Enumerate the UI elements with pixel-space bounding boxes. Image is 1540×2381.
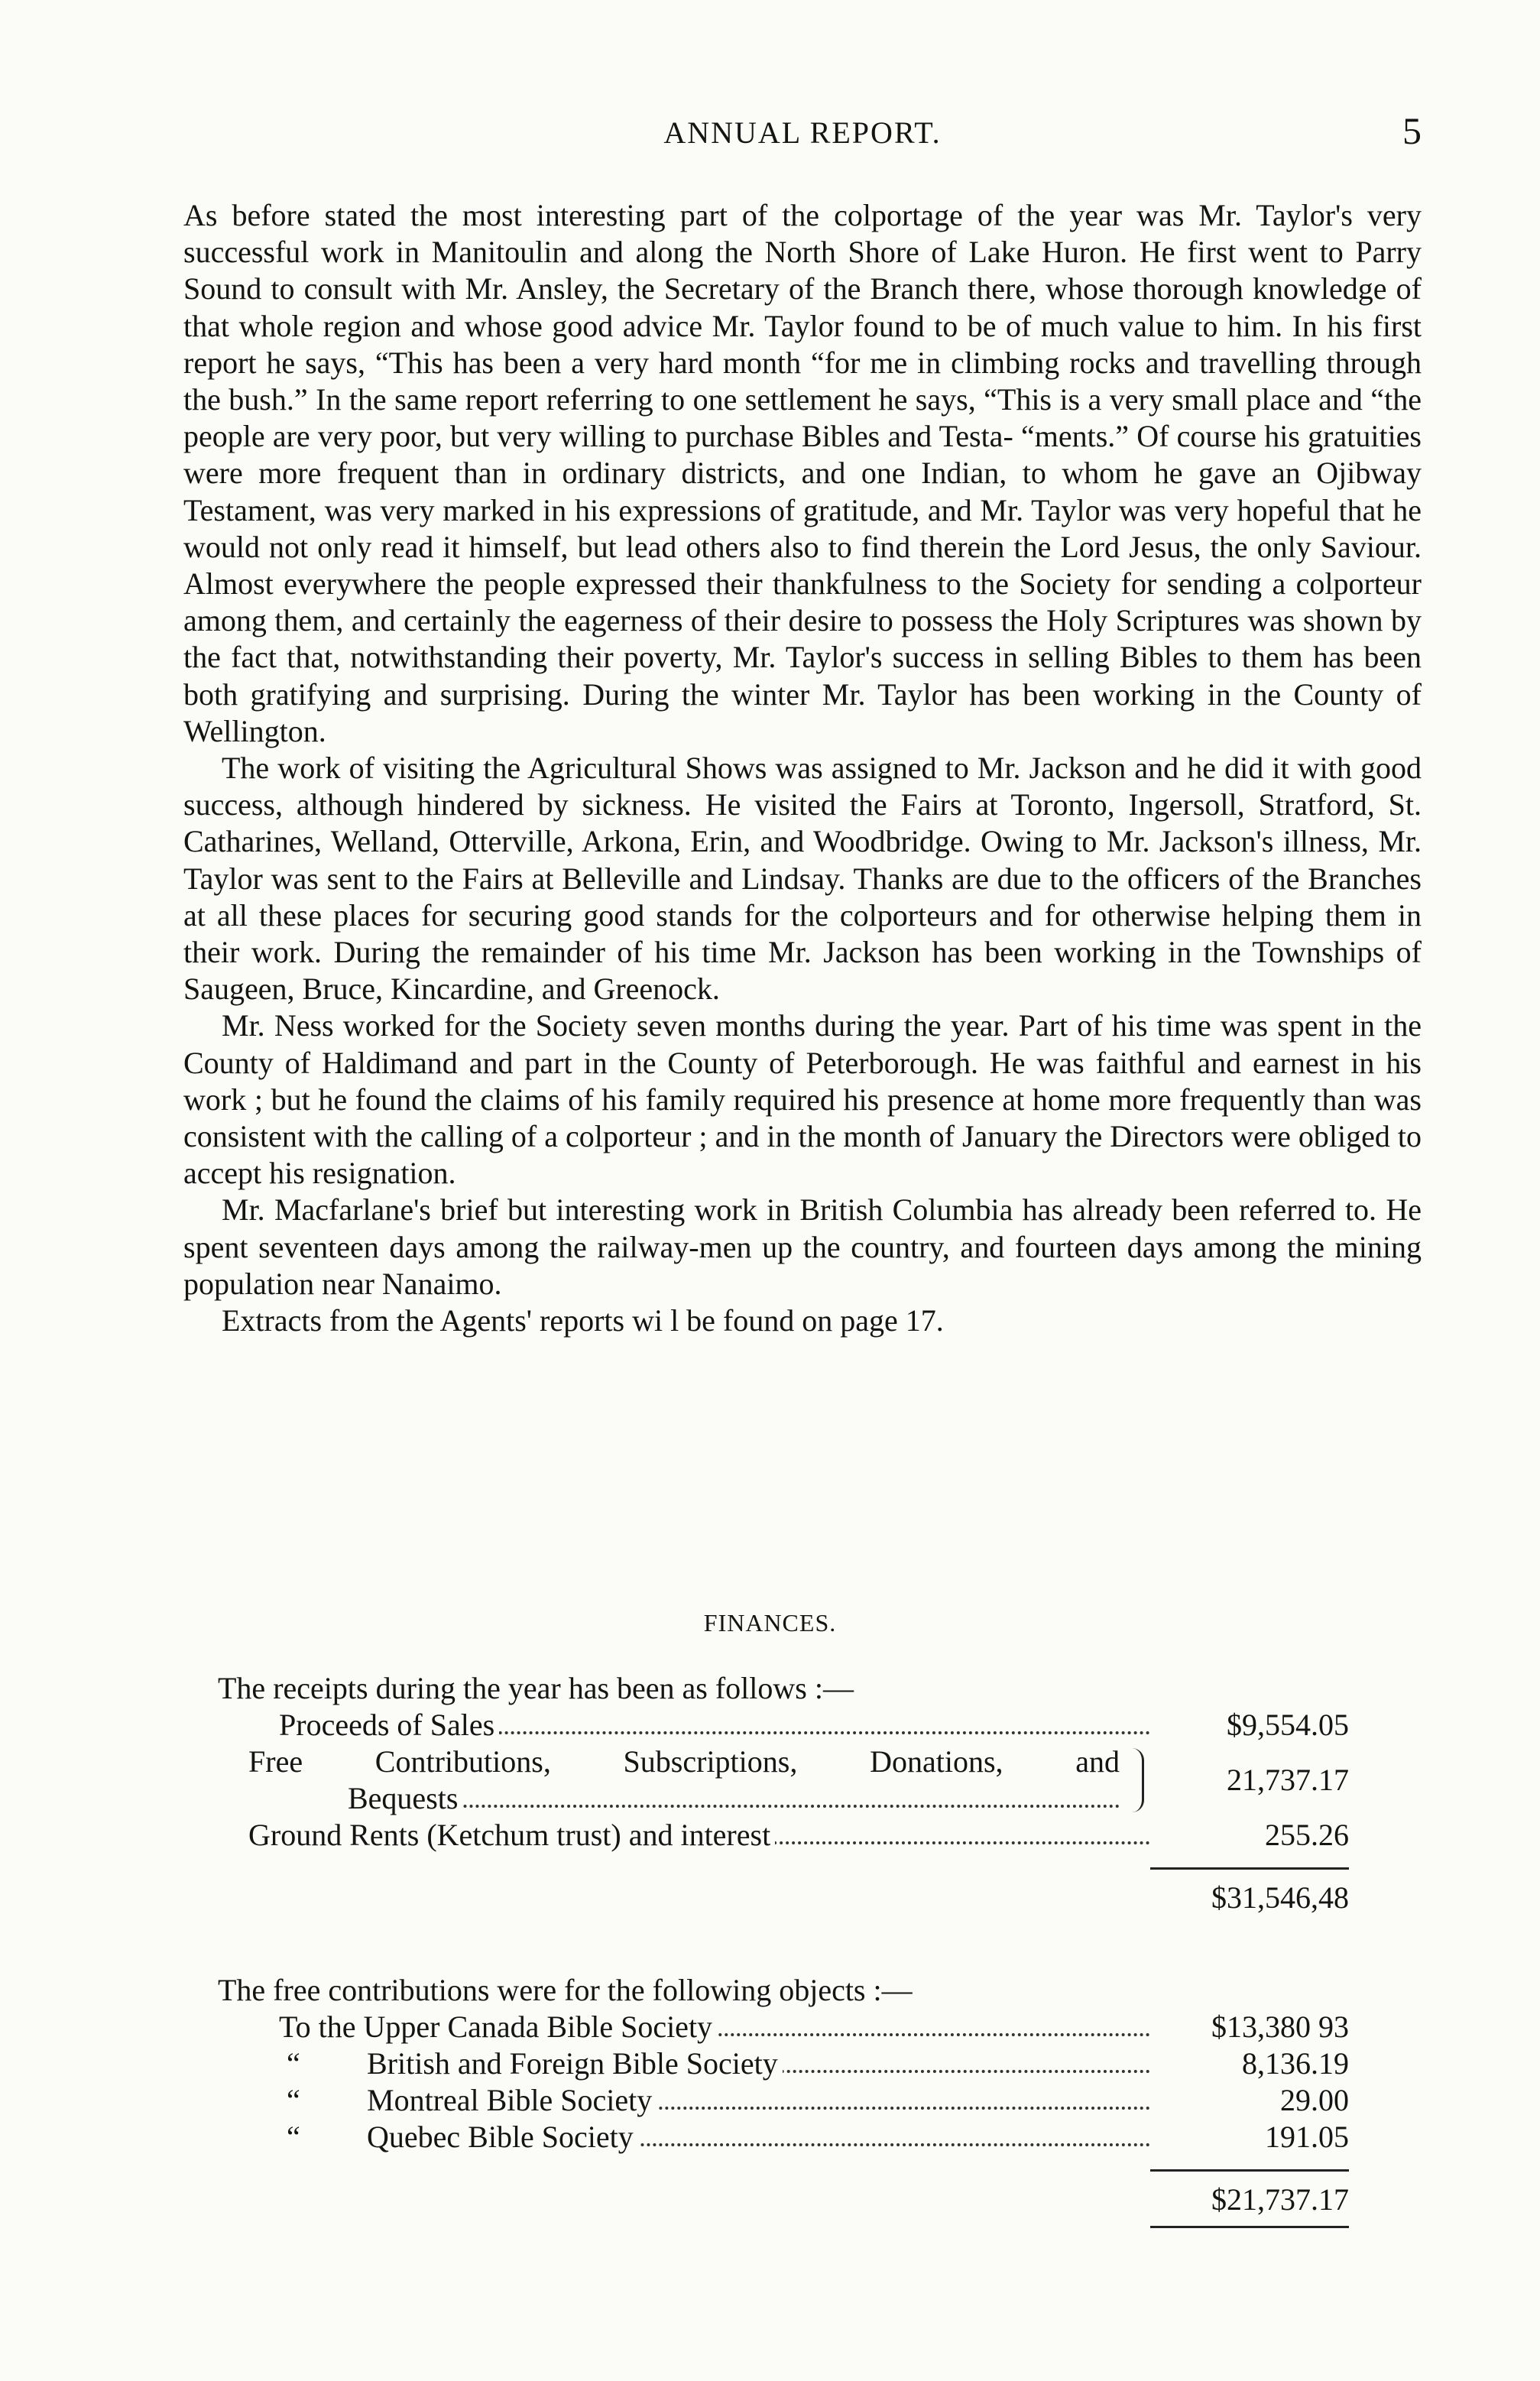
contribution-row bbox=[218, 2082, 1349, 2119]
contribution-label: Quebec Bible Society bbox=[367, 2120, 638, 2154]
ditto-mark: “ bbox=[287, 2120, 300, 2154]
receipts-total-rule bbox=[1150, 1867, 1349, 1870]
contributions-bottom-rule bbox=[1150, 2226, 1349, 2228]
contribution-label: British and Foreign Bible Society bbox=[367, 2046, 783, 2081]
page-title: ANNUAL REPORT. bbox=[663, 115, 942, 150]
contributions-total-rule bbox=[1150, 2169, 1349, 2172]
receipt-amount: 255.26 bbox=[1265, 1818, 1349, 1852]
receipt-amount: 21,737.17 bbox=[1227, 1763, 1349, 1797]
page-number: 5 bbox=[1402, 109, 1422, 152]
receipt-row-sales bbox=[218, 1707, 1349, 1744]
receipt-label-line2: Bequests bbox=[348, 1781, 462, 1815]
receipt-label-line1: Free Contributions, Subscriptions, Donations, and bbox=[248, 1744, 1120, 1779]
body-text bbox=[183, 197, 1422, 1339]
receipt-label: Proceeds of Sales bbox=[279, 1708, 499, 1742]
contributions-total: $21,737.17 bbox=[1211, 2182, 1349, 2217]
receipts-total: $31,546,48 bbox=[1211, 1880, 1349, 1915]
paragraph-mr-macfarlane: Mr. Macfarlane's brief but interesting work in British Columbia has already been referred to. He spent seventeen days among the railway-men up the country, and fourteen days among the mining population near Nanaimo. bbox=[183, 1192, 1422, 1301]
paragraph-colportage: As before stated the most interesting part of the colportage of the year was Mr. Taylor's very successful work in Manitoulin and along the North Shore of Lake Huron. He first went to Parry Sound to consult with Mr. Ansley, the Secretary of the Branch there, whose thorough knowledge of that whole region and whose good advice Mr. Taylor found to be of much value to him. In his first report he says, “This has been a very hard month “for me in climbing rocks and travelling through the bush.” In the same report referring to one settlement he says, “This is a very small place and “the people are very poor, but very willing to purchase Bibles and Testa- “ments.” Of course his gratuities were more frequent than in ordinary districts, and one Indian, to whom he gave an Ojibway Testament, was very marked in his expressions of gratitude, and Mr. Taylor was very hopeful that he would not only read it himself, but lead others also to find therein the Lord Jesus, the only Saviour. Almost everywhere the people expressed their thankfulness to the Society for sending a colporteur among them, and certainly the eagerness of their desire to possess the Holy Scriptures was shown by the fact that, notwithstanding their poverty, Mr. Taylor's success in selling Bibles to them has been both gratifying and surprising. During the winter Mr. Taylor has been working in the County of Wellington. bbox=[183, 198, 1422, 748]
running-head bbox=[183, 109, 1422, 161]
ditto-mark: “ bbox=[287, 2046, 300, 2081]
contribution-label: Montreal Bible Society bbox=[367, 2083, 657, 2117]
contribution-amount: 8,136.19 bbox=[1242, 2046, 1349, 2081]
finances-heading bbox=[0, 1609, 1540, 1637]
contributions-intro: The free contributions were for the following objects :— bbox=[218, 1973, 913, 2007]
paragraph-agricultural-shows: The work of visiting the Agricultural Shows was assigned to Mr. Jackson and he did it with good success, although hindered by sickness. He visited the Fairs at Toronto, Ingersoll, Stratford, St. Catharines, Welland, Otterville, Arkona, Erin, and Woodbridge. Owing to Mr. Jackson's illness, Mr. Taylor was sent to the Fairs at Belleville and Lindsay. Thanks are due to the officers of the Branches at all these places for securing good stands for the colporteurs and for otherwise helping them in their work. During the remainder of his time Mr. Jackson has been working in the Townships of Saugeen, Bruce, Kincardine, and Greenock. bbox=[183, 751, 1422, 1007]
receipt-label: Ground Rents (Ketchum trust) and interest bbox=[248, 1818, 775, 1852]
contribution-amount: $13,380 93 bbox=[1211, 2010, 1349, 2044]
receipts-ledger bbox=[218, 1670, 1349, 1921]
brace-mark bbox=[1127, 1748, 1144, 1812]
receipt-row-contributions bbox=[218, 1744, 1349, 1817]
contributions-ledger bbox=[218, 1972, 1349, 2230]
paragraph-extracts: Extracts from the Agents' reports wi l be found on page 17. bbox=[222, 1303, 944, 1338]
finances-heading-text: FINANCES. bbox=[703, 1609, 837, 1637]
contribution-row bbox=[218, 2119, 1349, 2156]
contributions-total-row bbox=[218, 2177, 1349, 2223]
contribution-amount: 191.05 bbox=[1265, 2120, 1349, 2154]
contribution-amount: 29.00 bbox=[1280, 2083, 1349, 2117]
receipts-total-row bbox=[218, 1875, 1349, 1921]
contribution-label: To the Upper Canada Bible Society bbox=[279, 2010, 717, 2044]
ditto-mark: “ bbox=[287, 2083, 300, 2117]
contribution-row bbox=[218, 2009, 1349, 2045]
paragraph-mr-ness: Mr. Ness worked for the Society seven months during the year. Part of his time was spent in the County of Haldimand and part in the County of Peterborough. He was faithful and earnest in his work ; but he found the claims of his family required his presence at home more frequently than was consistent with the calling of a colporteur ; and in the month of January the Directors were obliged to accept his resignation. bbox=[183, 1008, 1422, 1191]
receipt-amount: $9,554.05 bbox=[1227, 1708, 1349, 1742]
receipt-row-ground-rents bbox=[218, 1817, 1349, 1854]
receipts-intro: The receipts during the year has been as follows :— bbox=[218, 1671, 854, 1705]
contribution-row bbox=[218, 2045, 1349, 2082]
